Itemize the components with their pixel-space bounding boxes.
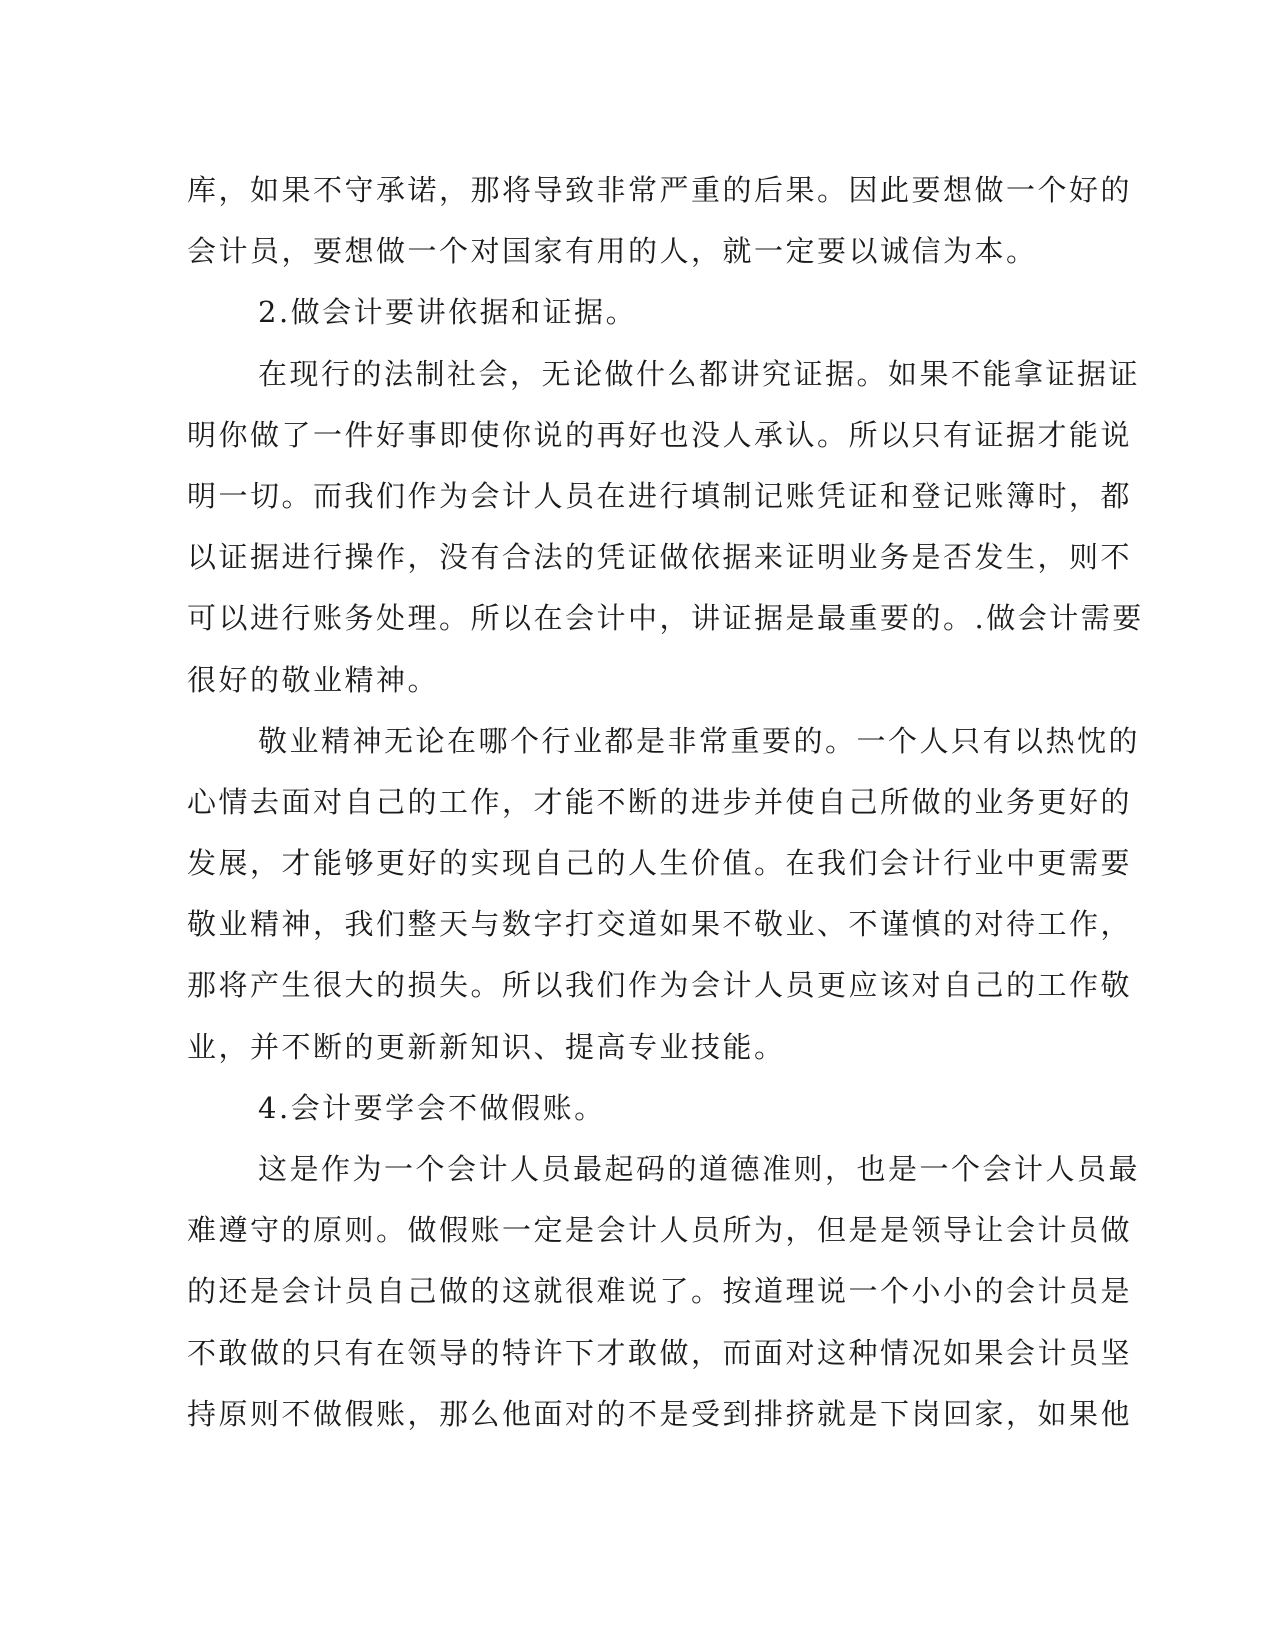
text-line: 难遵守的原则。做假账一定是会计人员所为，但是是领导让会计员做 <box>187 1213 1133 1248</box>
text-line: 那将产生很大的损失。所以我们作为会计人员更应该对自己的工作敬 <box>187 968 1133 1003</box>
text-line: 心情去面对自己的工作，才能不断的进步并使自己所做的业务更好的 <box>187 784 1133 819</box>
text-line: 敬业精神无论在哪个行业都是非常重要的。一个人只有以热忱的 <box>258 723 1141 758</box>
text-line: 很好的敬业精神。 <box>187 662 440 697</box>
section-heading: 4.会计要学会不做假账。 <box>258 1090 606 1125</box>
text-line: 持原则不做假账，那么他面对的不是受到排挤就是下岗回家，如果他 <box>187 1396 1133 1431</box>
text-line: 以证据进行操作，没有合法的凭证做依据来证明业务是否发生，则不 <box>187 540 1133 575</box>
text-line: 发展，才能够更好的实现自己的人生价值。在我们会计行业中更需要 <box>187 846 1133 881</box>
text-line: 会计员，要想做一个对国家有用的人，就一定要以诚信为本。 <box>187 234 1038 269</box>
text-line: 敬业精神，我们整天与数字打交道如果不敬业、不谨慎的对待工作， <box>187 907 1133 942</box>
text-line: 这是作为一个会计人员最起码的道德准则，也是一个会计人员最 <box>258 1152 1141 1186</box>
text-line: 在现行的法制社会，无论做什么都讲究证据。如果不能拿证据证 <box>258 356 1141 391</box>
text-line: 库，如果不守承诺，那将导致非常严重的后果。因此要想做一个好的 <box>187 173 1133 207</box>
document-body <box>187 160 1144 1445</box>
text-line: 业，并不断的更新新知识、提高专业技能。 <box>187 1029 786 1064</box>
section-heading: 2.做会计要讲依据和证据。 <box>258 295 638 330</box>
text-line: 的还是会计员自己做的这就很难说了。按道理说一个小小的会计员是 <box>187 1274 1133 1309</box>
text-line: 明一切。而我们作为会计人员在进行填制记账凭证和登记账簿时，都 <box>187 478 1133 513</box>
text-line: 可以进行账务处理。所以在会计中，讲证据是最重要的。.做会计需要 <box>187 601 1144 636</box>
text-line: 不敢做的只有在领导的特许下才敢做，而面对这种情况如果会计员坚 <box>187 1335 1133 1370</box>
text-line: 明你做了一件好事即使你说的再好也没人承认。所以只有证据才能说 <box>187 417 1133 452</box>
